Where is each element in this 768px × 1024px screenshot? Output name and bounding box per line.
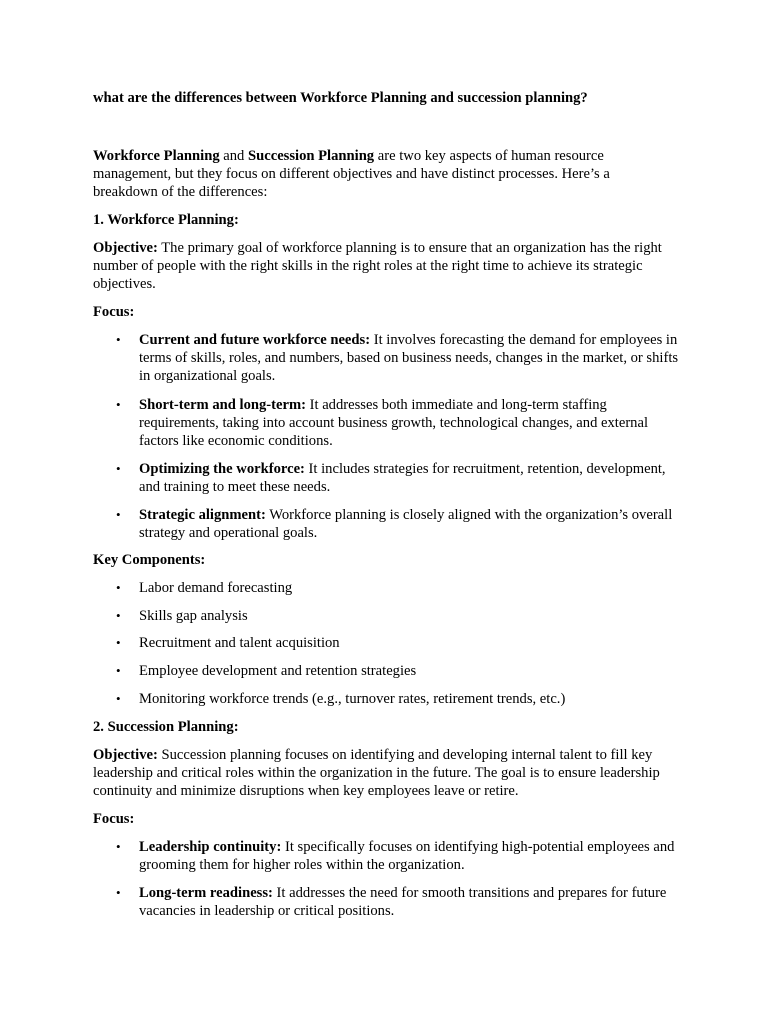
list-item — [116, 634, 684, 652]
document-title: what are the differences between Workforce Planning and succession planning? — [93, 90, 588, 106]
intro-term-workforce: Workforce Planning — [93, 148, 220, 164]
component-text: Recruitment and talent acquisition — [139, 635, 340, 651]
section1-components-label: Key Components: — [93, 552, 206, 568]
focus-item-text: It addresses the need for smooth transitions and prepares for future vacancies in leadership or critical positions. — [139, 885, 667, 919]
focus-item-label: Long-term readiness: — [139, 885, 273, 901]
section1-heading: 1. Workforce Planning: — [93, 212, 239, 228]
focus-item-text: It involves forecasting the demand for employees in terms of skills, roles, and numbers, based on business needs, changes in the market, or shifts in organizational goals. — [139, 332, 679, 384]
focus-item-label: Short-term and long-term: — [139, 397, 306, 413]
bullet-icon: • — [116, 663, 121, 678]
intro-term-succession: Succession Planning — [248, 148, 375, 164]
list-item — [116, 396, 684, 450]
intro-rest: are two key aspects of human resource management, but they focus on different objectives and have distinct processes. Here’s a breakdown of the differences: — [93, 148, 610, 200]
section2-objective — [93, 746, 678, 800]
section2-objective-text: Succession planning focuses on identifying and developing internal talent to fill key leadership and critical roles within the organization in the future. The goal is to ensure leadership continuity and minimize disruptions when key employees leave or retire. — [93, 747, 660, 799]
bullet-icon: • — [116, 885, 121, 900]
component-text: Employee development and retention strategies — [139, 663, 417, 679]
section1-focus-label: Focus: — [93, 304, 135, 320]
component-text: Monitoring workforce trends (e.g., turnover rates, retirement trends, etc.) — [139, 691, 566, 707]
focus-item-label: Optimizing the workforce: — [139, 461, 305, 477]
bullet-icon: • — [116, 397, 121, 412]
list-item — [116, 838, 684, 874]
focus-item-label: Current and future workforce needs: — [139, 332, 371, 348]
bullet-icon: • — [116, 608, 121, 623]
bullet-icon: • — [116, 332, 121, 347]
bullet-icon: • — [116, 507, 121, 522]
component-text: Skills gap analysis — [139, 608, 248, 624]
list-item — [116, 331, 684, 385]
section1-objective — [93, 239, 678, 293]
list-item — [116, 579, 684, 597]
intro-paragraph — [93, 147, 678, 201]
focus-item-label: Strategic alignment: — [139, 507, 266, 523]
bullet-icon: • — [116, 461, 121, 476]
list-item — [116, 690, 684, 708]
bullet-icon: • — [116, 691, 121, 706]
list-item — [116, 662, 684, 680]
section1-objective-label: Objective: — [93, 240, 158, 256]
section1-objective-text: The primary goal of workforce planning is to ensure that an organization has the right number of people with the right skills in the right roles at the right time to achieve its strategic objectives. — [93, 240, 662, 292]
list-item — [116, 884, 684, 920]
section2-focus-label: Focus: — [93, 811, 135, 827]
list-item — [116, 460, 684, 496]
bullet-icon: • — [116, 839, 121, 854]
component-text: Labor demand forecasting — [139, 580, 293, 596]
focus-item-text: Workforce planning is closely aligned with the organization’s overall strategy and operational goals. — [139, 507, 673, 541]
focus-item-text: It includes strategies for recruitment, retention, development, and training to meet these needs. — [139, 461, 666, 495]
bullet-icon: • — [116, 580, 121, 595]
intro-and: and — [219, 148, 248, 164]
focus-item-text: It addresses both immediate and long-term staffing requirements, taking into account business growth, technological changes, and external factors like economic conditions. — [139, 397, 649, 449]
section2-objective-label: Objective: — [93, 747, 158, 763]
focus-item-label: Leadership continuity: — [139, 839, 282, 855]
section2-heading: 2. Succession Planning: — [93, 719, 239, 735]
focus-item-text: It specifically focuses on identifying high-potential employees and grooming them for higher roles within the organization. — [139, 839, 675, 873]
list-item — [116, 607, 684, 625]
bullet-icon: • — [116, 635, 121, 650]
list-item — [116, 506, 684, 542]
